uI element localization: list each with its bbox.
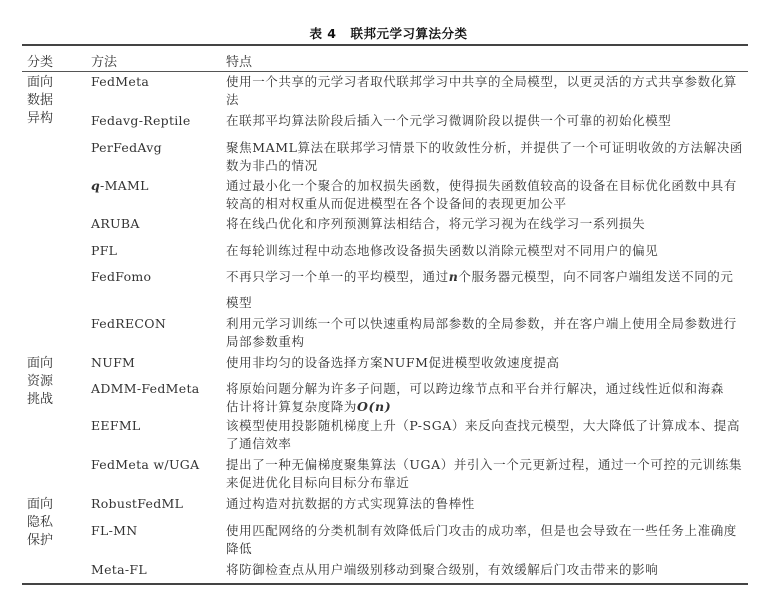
method-cell: PerFedAvg <box>91 140 162 155</box>
category-line: 面向 <box>27 497 54 512</box>
feature-text: 个服务器元模型，向不同客户端组发送不同的元 <box>458 269 734 284</box>
header-category: 分类 <box>27 55 54 70</box>
feature-cell: 利用元学习训练一个可以快速重构局部参数的全局参数，并在客户端上使用全局参数进行局部参数重构 <box>226 316 737 349</box>
top-rule <box>22 44 748 46</box>
header-rule <box>22 71 748 72</box>
feature-text: 不再只学习一个单一的平均模型，通过 <box>226 269 449 284</box>
feature-cell: 使用匹配网络的分类机制有效降低后门攻击的成功率，但是也会导致在一些任务上准确度降低 <box>226 523 737 556</box>
feature-cell: 聚焦MAML算法在联邦学习情景下的收敛性分析，并提供了一个可证明收敛的方法解决函数为非凸的情况 <box>226 140 743 173</box>
feature-cell: 将在线凸优化和序列预测算法相结合，将元学习视为在线学习一系列损失 <box>226 216 646 231</box>
header-method: 方法 <box>91 55 118 70</box>
feature-cell-line2: 模型 <box>226 295 253 310</box>
method-cell: Meta-FL <box>91 562 147 577</box>
method-name: -MAML <box>100 178 149 193</box>
feature-cell: 将防御检查点从用户端级别移动到聚合级别，有效缓解后门攻击带来的影响 <box>226 562 659 577</box>
method-variable: q <box>91 178 101 193</box>
category-data-heterogeneity <box>27 74 67 128</box>
table-number: 表 4 <box>309 26 337 41</box>
feature-cell <box>226 380 746 416</box>
header-feature: 特点 <box>226 55 253 70</box>
category-line: 挑战 <box>27 392 54 407</box>
method-cell: FedMeta <box>91 74 150 89</box>
category-line: 面向 <box>27 356 54 371</box>
method-cell <box>91 178 149 193</box>
feature-cell: 提出了一种无偏梯度聚集算法（UGA）并引入一个元更新过程，通过一个可控的元训练集来促进优化目标向目标分布靠近 <box>226 457 743 490</box>
feature-cell: 通过构造对抗数据的方式实现算法的鲁棒性 <box>226 496 475 511</box>
table-caption <box>0 24 777 42</box>
feature-cell <box>226 268 746 286</box>
feature-cell: 使用非均匀的设备选择方案NUFM促进模型收敛速度提高 <box>226 355 560 370</box>
method-cell: PFL <box>91 243 118 258</box>
method-cell: ARUBA <box>91 216 140 231</box>
feature-cell: 在每轮训练过程中动态地修改设备损失函数以消除元模型对不同用户的偏见 <box>226 243 659 258</box>
feature-text: 将原始问题分解为许多子问题，可以跨边缘节点和平台并行解决，通过线性近似和海森 <box>226 381 724 396</box>
method-cell: ADMM-FedMeta <box>91 381 200 396</box>
math-expression: O(n) <box>357 399 392 414</box>
category-privacy-protection <box>27 496 67 550</box>
method-cell: NUFM <box>91 355 136 370</box>
category-resource-challenge <box>27 355 67 409</box>
category-line: 异构 <box>27 111 54 126</box>
method-cell: Fedavg-Reptile <box>91 113 191 128</box>
feature-cell: 通过最小化一个聚合的加权损失函数，使得损失函数值较高的设备在目标优化函数中具有较高的相对权重从而促进模型在各个设备间的表现更加公平 <box>226 178 737 211</box>
category-line: 数据 <box>27 93 54 108</box>
feature-cell: 使用一个共享的元学习者取代联邦学习中共享的全局模型，以更灵活的方式共享参数化算法 <box>226 74 737 107</box>
method-cell: EEFML <box>91 418 141 433</box>
category-line: 面向 <box>27 75 54 90</box>
feature-cell: 该模型使用投影随机梯度上升（P-SGA）来反向查找元模型，大大降低了计算成本、提高了通信效率 <box>226 418 741 451</box>
category-line: 隐私 <box>27 515 54 530</box>
feature-cell: 在联邦平均算法阶段后插入一个元学习微调阶段以提供一个可靠的初始化模型 <box>226 113 672 128</box>
category-line: 保护 <box>27 533 54 548</box>
feature-text: 估计将计算复杂度降为 <box>226 399 358 414</box>
bottom-rule <box>22 583 748 585</box>
math-variable: n <box>448 269 459 284</box>
table-title: 联邦元学习算法分类 <box>350 26 468 41</box>
method-cell: FL-MN <box>91 523 138 538</box>
method-cell: FedFomo <box>91 269 152 284</box>
category-line: 资源 <box>27 374 54 389</box>
method-cell: RobustFedML <box>91 496 184 511</box>
method-cell: FedRECON <box>91 316 167 331</box>
method-cell: FedMeta w/UGA <box>91 457 200 472</box>
